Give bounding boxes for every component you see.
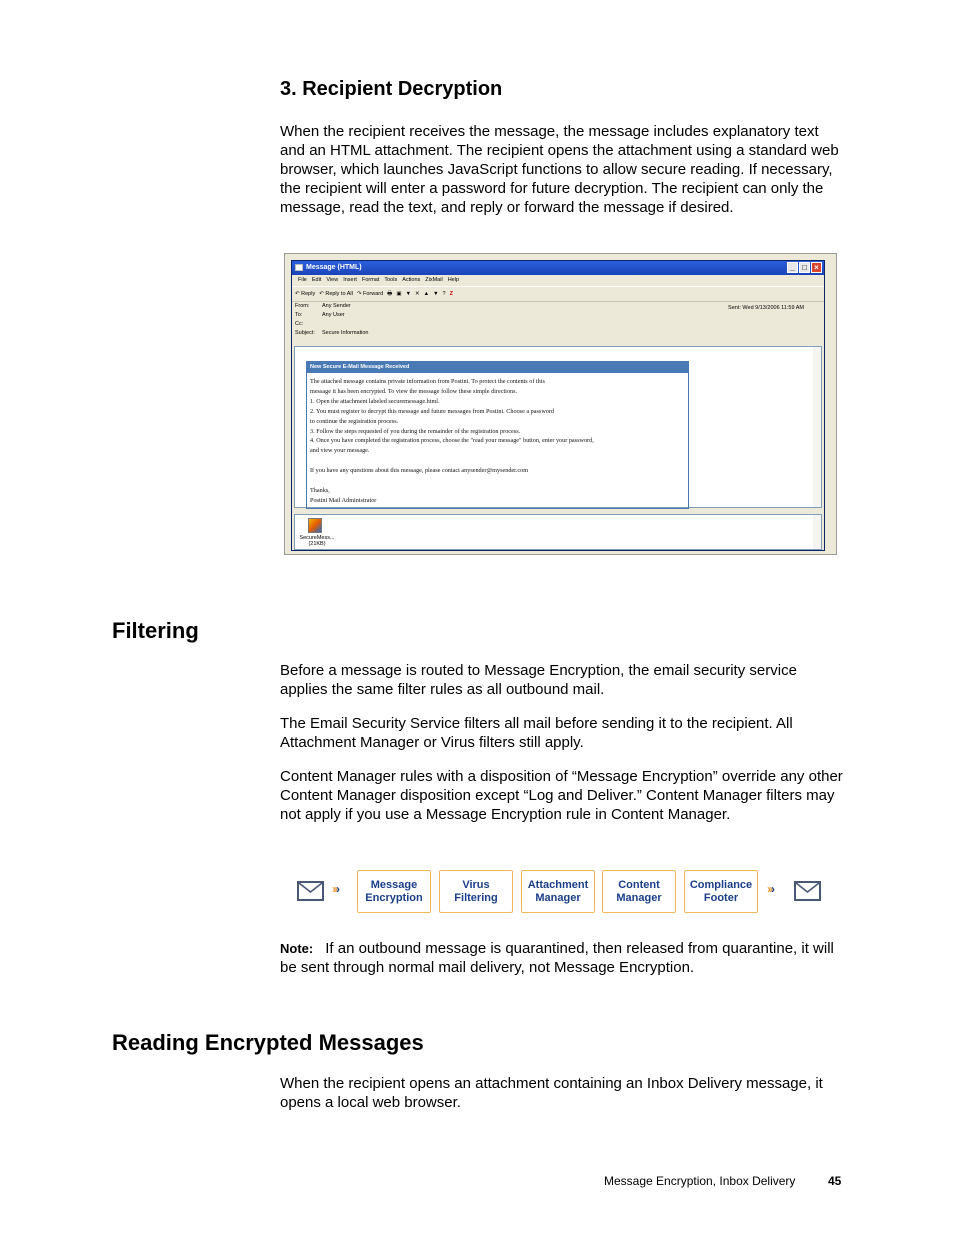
flow-box-compliance-footer: Compliance Footer: [684, 870, 758, 913]
footer-title: Message Encryption, Inbox Delivery: [604, 1174, 796, 1188]
message-body: [294, 346, 822, 508]
note-text: If an outbound message is quarantined, then released from quarantine, it will be sent through normal mail delivery, not Message Encryption.: [280, 940, 834, 976]
secure-message-notice: [306, 361, 689, 509]
attachment-pane: [294, 514, 822, 550]
menu-zixmail[interactable]: ZixMail: [425, 277, 443, 283]
flow-box-message-encryption: Message Encryption: [357, 870, 431, 913]
notice-line: [310, 476, 685, 486]
mail-window: [291, 260, 825, 551]
section-heading-filtering: Filtering: [112, 618, 199, 643]
sent-value: Wed 9/13/2006 11:59 AM: [742, 305, 804, 311]
save-icon[interactable]: ▣: [396, 291, 402, 297]
print-icon[interactable]: 🖶: [387, 291, 393, 297]
notice-line: message it has been encrypted. To view the message follow these simple directions.: [310, 387, 518, 395]
subsection-heading-recipient-decryption: 3. Recipient Decryption: [280, 78, 503, 100]
attachment-scrollbar[interactable]: [813, 515, 821, 549]
menu-view[interactable]: View: [326, 277, 339, 283]
subject-label: Subject:: [295, 330, 315, 336]
envelope-icon: [295, 264, 303, 271]
notice-line: 4. Once you have completed the registration process, choose the "read your message" button, enter your password,: [310, 437, 594, 445]
notice-line: and view your message.: [310, 447, 370, 455]
note: [280, 939, 845, 977]
from-label: From:: [295, 303, 310, 309]
notice-line: Thanks,: [310, 486, 330, 494]
section-heading-reading-encrypted-messages: Reading Encrypted Messages: [112, 1030, 424, 1055]
notice-text: [307, 373, 688, 506]
flow-box-virus-filtering: Virus Filtering: [439, 870, 513, 913]
notice-line: 1. Open the attachment labeled securemessage.html.: [310, 397, 440, 405]
attachment-size: (21KB): [308, 541, 326, 547]
flow-box-attachment-manager: Attachment Manager: [521, 870, 595, 913]
reply-all-button[interactable]: ↶ Reply to All: [319, 291, 353, 297]
menu-format[interactable]: Format: [361, 277, 380, 283]
window-title-bar: [292, 261, 824, 275]
mail-window-screenshot: [284, 253, 837, 555]
page-number: 45: [828, 1174, 842, 1188]
menu-edit[interactable]: Edit: [311, 277, 322, 283]
menu-actions[interactable]: Actions: [402, 277, 421, 283]
message-headers: [292, 302, 824, 344]
notice-line: The attached message contains private information from Postini. To protect the contents of this: [310, 378, 545, 385]
flow-arrow-in: ›››: [332, 882, 338, 896]
notice-line: [310, 456, 685, 466]
window-title: Message (HTML): [306, 264, 362, 271]
reply-button[interactable]: ↶ Reply: [295, 291, 316, 297]
minimize-icon[interactable]: _: [787, 262, 798, 273]
note-label: Note:: [280, 941, 314, 956]
help-icon[interactable]: ?: [442, 291, 446, 297]
html-attachment-icon[interactable]: [308, 518, 322, 533]
notice-line: to continue the registration process.: [310, 417, 399, 425]
notice-title: New Secure E-Mail Message Received: [307, 362, 688, 373]
filtering-paragraph-2: The Email Security Service filters all mail before sending it to the recipient. All Attachment Manager or Virus filters still apply.: [280, 715, 793, 751]
recipient-decryption-paragraph: When the recipient receives the message, the message includes explanatory text and an HTML attachment. The recipient opens the attachment using a standard web browser, which launches JavaScript functions to allow secure reading. If necessary, the recipient will enter a password for future decryption. The recipient can only the message, read the text, and reply or forward the message if desired.: [280, 123, 839, 216]
menu-tools[interactable]: Tools: [384, 277, 398, 283]
flow-box-content-manager: Content Manager: [602, 870, 676, 913]
filter-icon[interactable]: ▼: [405, 291, 412, 297]
menu-file[interactable]: File: [298, 277, 307, 283]
cc-label: Cc:: [295, 321, 304, 327]
sent-label: Sent:: [728, 305, 741, 311]
notice-line: 3. Follow the steps requested of you during the remainder of the registration process.: [310, 427, 521, 435]
notice-line: If you have any questions about this message, please contact anysender@mysender.com: [310, 467, 529, 475]
to-value: Any User: [322, 312, 345, 318]
envelope-icon: [297, 881, 324, 901]
from-value: Any Sender: [322, 303, 351, 309]
filtering-paragraph-1: Before a message is routed to Message Encryption, the email security service applies the same filter rules as all outbound mail.: [280, 662, 797, 698]
notice-line: 2. You must register to decrypt this message and future messages from Postini. Choose a password: [310, 407, 555, 415]
envelope-icon: [794, 881, 821, 901]
forward-button[interactable]: ↷ Forward: [356, 291, 384, 297]
attachment-label[interactable]: [297, 535, 337, 547]
flow-arrow-out: ›››: [767, 882, 773, 896]
reading-encrypted-paragraph: When the recipient opens an attachment containing an Inbox Delivery message, it opens a local web browser.: [280, 1075, 823, 1111]
menu-insert[interactable]: Insert: [343, 277, 357, 283]
close-icon[interactable]: ×: [811, 262, 822, 273]
to-label: To:: [295, 312, 303, 318]
next-icon[interactable]: ▼: [433, 291, 439, 297]
delete-icon[interactable]: ✕: [415, 291, 420, 297]
attachment-name: SecureMess...: [299, 535, 335, 541]
message-scrollbar[interactable]: [813, 347, 821, 507]
maximize-icon[interactable]: □: [799, 262, 810, 273]
menu-bar: [292, 275, 824, 286]
zixmail-icon[interactable]: Z: [449, 291, 453, 297]
previous-icon[interactable]: ▲: [423, 291, 430, 297]
notice-line: Postini Mail Administrator: [310, 496, 377, 504]
menu-help[interactable]: Help: [447, 277, 459, 283]
toolbar: [292, 286, 824, 302]
filtering-paragraph-3: Content Manager rules with a disposition of “Message Encryption” override any other Content Manager disposition except “Log and Deliver.” Content Manager filters may not apply if you use a Message Encryption rule in Content Manager.: [280, 768, 843, 823]
subject-value: Secure Information: [322, 330, 369, 336]
